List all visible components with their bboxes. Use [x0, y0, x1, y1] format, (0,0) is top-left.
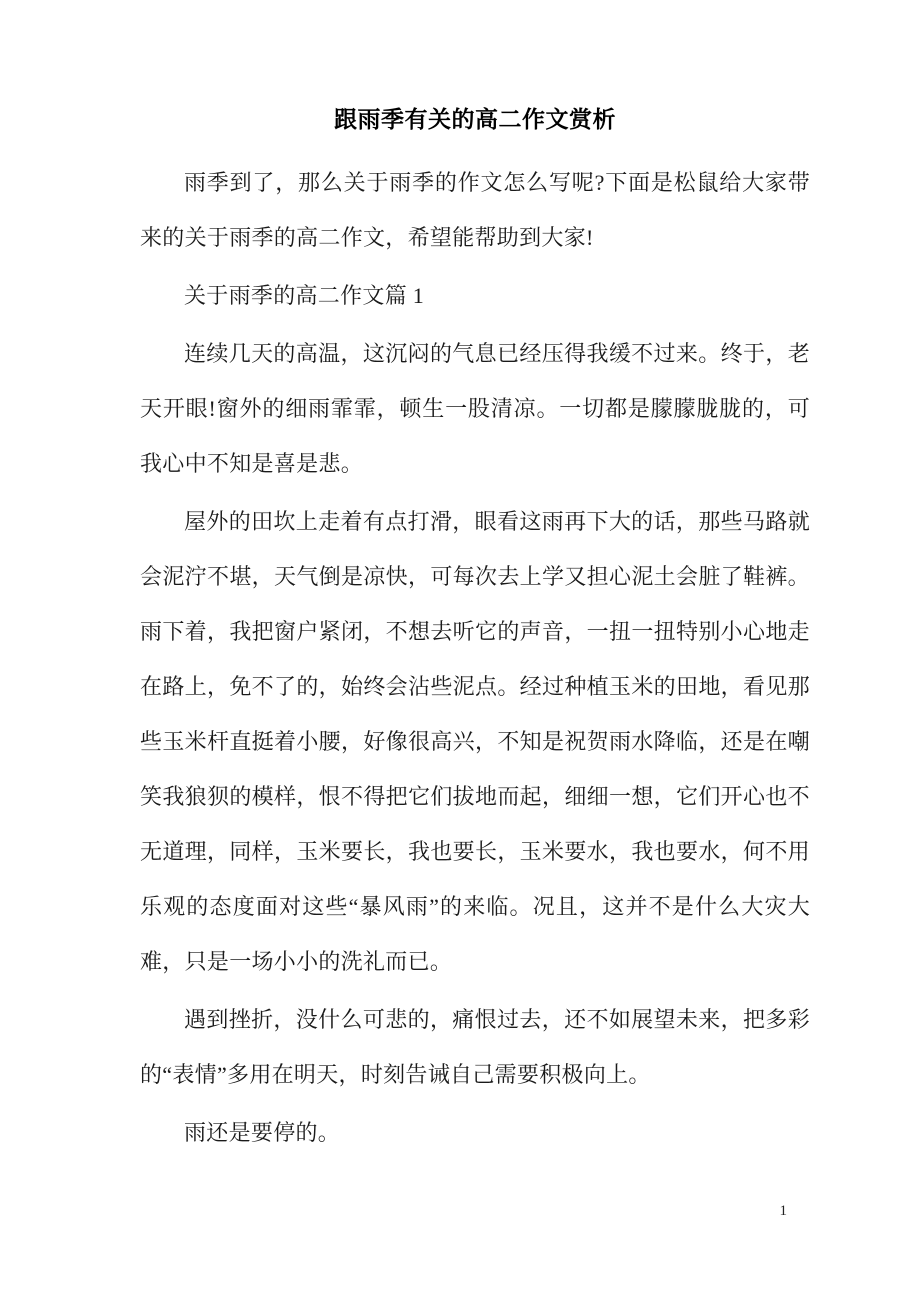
page-number: 1: [779, 1203, 787, 1219]
paragraph-intro: 雨季到了，那么关于雨季的作文怎么写呢?下面是松鼠给大家带来的关于雨季的高二作文，希望能帮助到大家!: [140, 170, 810, 250]
paragraph-section-heading: 关于雨季的高二作文篇 1: [184, 283, 425, 308]
document-body: [140, 155, 810, 1160]
paragraph-essay-4: 雨还是要停的。: [184, 1120, 341, 1145]
paragraph-essay-3: 遇到挫折，没什么可悲的，痛恨过去，还不如展望未来，把多彩的“表情”多用在明天，时刻告诫自己需要积极向上。: [140, 1007, 810, 1087]
paragraph-essay-1: 连续几天的高温，这沉闷的气息已经压得我缓不过来。终于，老天开眼!窗外的细雨霏霏，顿生一股清凉。一切都是朦朦胧胧的，可我心中不知是喜是悲。: [140, 341, 810, 476]
paragraph-essay-2: 屋外的田坎上走着有点打滑，眼看这雨再下大的话，那些马路就会泥泞不堪，天气倒是凉快，可每次去上学又担心泥土会脏了鞋裤。雨下着，我把窗户紧闭，不想去听它的声音，一扭一扭特别小心地走在路上，免不了的，始终会沾些泥点。经过种植玉米的田地，看见那些玉米杆直挺着小腰，好像很高兴，不知是祝贺雨水降临，还是在嘲笑我狼狈的模样，恨不得把它们拔地而起，细细一想，它们开心也不无道理，同样，玉米要长，我也要长，玉米要水，我也要水，何不用乐观的态度面对这些“暴风雨”的来临。况且，这并不是什么大灾大难，只是一场小小的洗礼而已。: [140, 509, 810, 974]
document-title: 跟雨季有关的高二作文赏析: [334, 107, 616, 132]
